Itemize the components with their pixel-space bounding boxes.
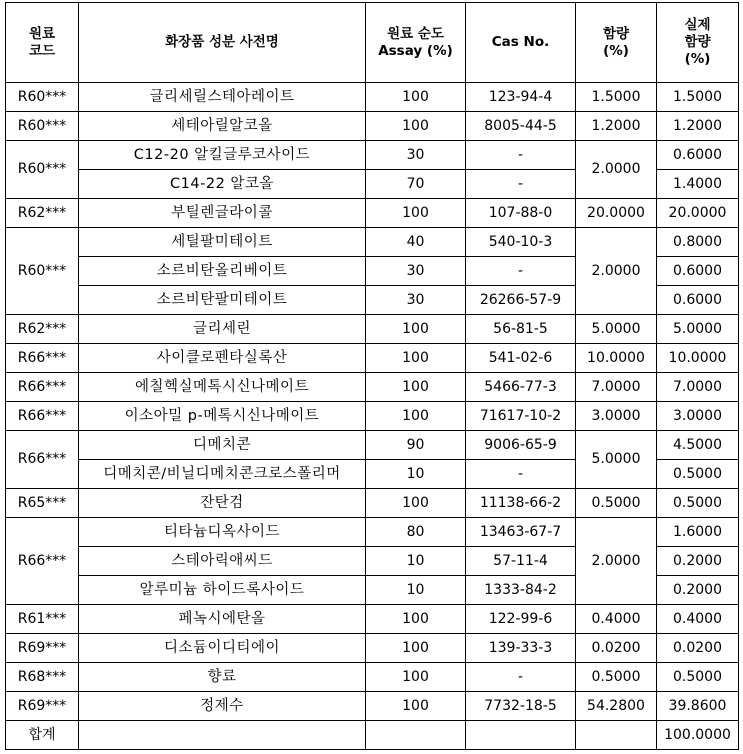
- header-name: 화장품 성분 사전명: [79, 3, 366, 83]
- cell-actual: 4.5000: [657, 431, 739, 460]
- cell-code: R60***: [6, 228, 79, 315]
- cell-assay: 100: [366, 83, 466, 112]
- cell-actual: 0.2000: [657, 547, 739, 576]
- cell-cas: 56-81-5: [466, 315, 576, 344]
- cell-assay: 100: [366, 402, 466, 431]
- cell-code: R62***: [6, 199, 79, 228]
- table-row: [6, 344, 739, 373]
- cell-code: R69***: [6, 634, 79, 663]
- cell-name: 페녹시에탄올: [79, 605, 366, 634]
- cell-code: R66***: [6, 344, 79, 373]
- cell-actual: 0.2000: [657, 576, 739, 605]
- cell-cas: 57-11-4: [466, 547, 576, 576]
- cell-cas: 123-94-4: [466, 83, 576, 112]
- cell-code: R66***: [6, 518, 79, 605]
- empty-cell: [576, 721, 657, 750]
- cell-cas: -: [466, 663, 576, 692]
- cell-code: R68***: [6, 663, 79, 692]
- cell-name: 정제수: [79, 692, 366, 721]
- cell-cas: 540-10-3: [466, 228, 576, 257]
- cell-name: 향료: [79, 663, 366, 692]
- cell-assay: 100: [366, 199, 466, 228]
- cell-cas: 139-33-3: [466, 634, 576, 663]
- table-row: [6, 692, 739, 721]
- header-code: 원료 코드: [6, 3, 79, 83]
- cell-actual: 0.4000: [657, 605, 739, 634]
- table-row: [6, 315, 739, 344]
- cell-name: 스테아릭애씨드: [79, 547, 366, 576]
- cell-assay: 40: [366, 228, 466, 257]
- cell-content: 3.0000: [576, 402, 657, 431]
- cell-code: R66***: [6, 373, 79, 402]
- cell-assay: 100: [366, 634, 466, 663]
- cell-cas: 8005-44-5: [466, 112, 576, 141]
- cell-name: 소르비탄팔미테이트: [79, 286, 366, 315]
- cell-content: 7.0000: [576, 373, 657, 402]
- cell-code: R65***: [6, 489, 79, 518]
- cell-content: 5.0000: [576, 431, 657, 489]
- cell-name: 이소아밀 p-메톡시신나메이트: [79, 402, 366, 431]
- table-row: [6, 228, 739, 257]
- cell-assay: 100: [366, 112, 466, 141]
- cell-cas: 1333-84-2: [466, 576, 576, 605]
- cell-name: 세틸팔미테이트: [79, 228, 366, 257]
- cell-content: 54.2800: [576, 692, 657, 721]
- cell-code: R69***: [6, 692, 79, 721]
- table-row: [6, 663, 739, 692]
- cell-content: 0.4000: [576, 605, 657, 634]
- cell-content: 10.0000: [576, 344, 657, 373]
- cell-cas: 7732-18-5: [466, 692, 576, 721]
- cell-content: 2.0000: [576, 141, 657, 199]
- table-row: [6, 141, 739, 170]
- cell-actual: 1.6000: [657, 518, 739, 547]
- cell-content: 2.0000: [576, 228, 657, 315]
- cell-cas: 541-02-6: [466, 344, 576, 373]
- table-row: [6, 431, 739, 460]
- cell-cas: 26266-57-9: [466, 286, 576, 315]
- cell-assay: 10: [366, 576, 466, 605]
- cell-name: 디소듐이디티에이: [79, 634, 366, 663]
- cell-name: C12-20 알킬글루코사이드: [79, 141, 366, 170]
- cell-name: 부틸렌글라이콜: [79, 199, 366, 228]
- cell-assay: 30: [366, 141, 466, 170]
- cell-actual: 0.6000: [657, 257, 739, 286]
- empty-cell: [466, 721, 576, 750]
- cell-assay: 70: [366, 170, 466, 199]
- cell-cas: 13463-67-7: [466, 518, 576, 547]
- cell-assay: 80: [366, 518, 466, 547]
- cell-code: R66***: [6, 431, 79, 489]
- cell-assay: 10: [366, 547, 466, 576]
- table-row: [6, 83, 739, 112]
- cell-assay: 90: [366, 431, 466, 460]
- cell-actual: 39.8600: [657, 692, 739, 721]
- table-row: [6, 518, 739, 547]
- total-label: 합계: [6, 721, 79, 750]
- total-row: [6, 721, 739, 750]
- cell-content: 0.5000: [576, 663, 657, 692]
- cell-name: 잔탄검: [79, 489, 366, 518]
- cell-actual: 0.5000: [657, 460, 739, 489]
- cell-actual: 10.0000: [657, 344, 739, 373]
- cell-actual: 5.0000: [657, 315, 739, 344]
- cell-code: R60***: [6, 112, 79, 141]
- cell-actual: 0.6000: [657, 141, 739, 170]
- cell-name: 디메치콘: [79, 431, 366, 460]
- cell-cas: 122-99-6: [466, 605, 576, 634]
- cell-name: 세테아릴알코올: [79, 112, 366, 141]
- ingredient-table: [5, 2, 739, 750]
- cell-assay: 10: [366, 460, 466, 489]
- table-row: [6, 634, 739, 663]
- header-row: [6, 3, 739, 83]
- table-row: [6, 489, 739, 518]
- cell-code: R60***: [6, 83, 79, 112]
- cell-assay: 100: [366, 692, 466, 721]
- cell-name: 에칠헥실메톡시신나메이트: [79, 373, 366, 402]
- cell-assay: 100: [366, 489, 466, 518]
- table-row: [6, 402, 739, 431]
- cell-name: 글리세린: [79, 315, 366, 344]
- cell-assay: 100: [366, 605, 466, 634]
- cell-actual: 1.5000: [657, 83, 739, 112]
- cell-code: R60***: [6, 141, 79, 199]
- cell-actual: 0.0200: [657, 634, 739, 663]
- cell-name: 디메치콘/비닐디메치콘크로스폴리머: [79, 460, 366, 489]
- cell-content: 1.5000: [576, 83, 657, 112]
- empty-cell: [366, 721, 466, 750]
- empty-cell: [79, 721, 366, 750]
- header-cas: Cas No.: [466, 3, 576, 83]
- cell-name: C14-22 알코올: [79, 170, 366, 199]
- header-actual: 실제 함량 (%): [657, 3, 739, 83]
- table-row: [6, 112, 739, 141]
- cell-code: R62***: [6, 315, 79, 344]
- cell-actual: 0.6000: [657, 286, 739, 315]
- table-row: [6, 373, 739, 402]
- header-content: 함량 (%): [576, 3, 657, 83]
- cell-code: R66***: [6, 402, 79, 431]
- cell-assay: 100: [366, 315, 466, 344]
- cell-assay: 30: [366, 286, 466, 315]
- cell-actual: 7.0000: [657, 373, 739, 402]
- cell-name: 알루미늄 하이드록사이드: [79, 576, 366, 605]
- total-value: 100.0000: [657, 721, 739, 750]
- cell-cas: -: [466, 141, 576, 170]
- cell-name: 소르비탄올리베이트: [79, 257, 366, 286]
- header-assay: 원료 순도 Assay (%): [366, 3, 466, 83]
- cell-cas: 9006-65-9: [466, 431, 576, 460]
- cell-assay: 100: [366, 663, 466, 692]
- cell-actual: 0.5000: [657, 663, 739, 692]
- cell-content: 20.0000: [576, 199, 657, 228]
- cell-cas: -: [466, 257, 576, 286]
- cell-content: 0.5000: [576, 489, 657, 518]
- cell-actual: 0.8000: [657, 228, 739, 257]
- cell-content: 2.0000: [576, 518, 657, 605]
- cell-actual: 1.4000: [657, 170, 739, 199]
- cell-content: 0.0200: [576, 634, 657, 663]
- cell-name: 티타늄디옥사이드: [79, 518, 366, 547]
- table-row: [6, 199, 739, 228]
- cell-assay: 100: [366, 373, 466, 402]
- cell-cas: -: [466, 460, 576, 489]
- cell-cas: 107-88-0: [466, 199, 576, 228]
- cell-cas: 5466-77-3: [466, 373, 576, 402]
- cell-cas: 11138-66-2: [466, 489, 576, 518]
- cell-name: 글리세릴스테아레이트: [79, 83, 366, 112]
- table-row: [6, 605, 739, 634]
- cell-actual: 0.5000: [657, 489, 739, 518]
- cell-content: 1.2000: [576, 112, 657, 141]
- cell-assay: 100: [366, 344, 466, 373]
- cell-content: 5.0000: [576, 315, 657, 344]
- cell-actual: 3.0000: [657, 402, 739, 431]
- cell-actual: 1.2000: [657, 112, 739, 141]
- cell-name: 사이클로펜타실록산: [79, 344, 366, 373]
- cell-code: R61***: [6, 605, 79, 634]
- cell-cas: 71617-10-2: [466, 402, 576, 431]
- cell-cas: -: [466, 170, 576, 199]
- cell-assay: 30: [366, 257, 466, 286]
- cell-actual: 20.0000: [657, 199, 739, 228]
